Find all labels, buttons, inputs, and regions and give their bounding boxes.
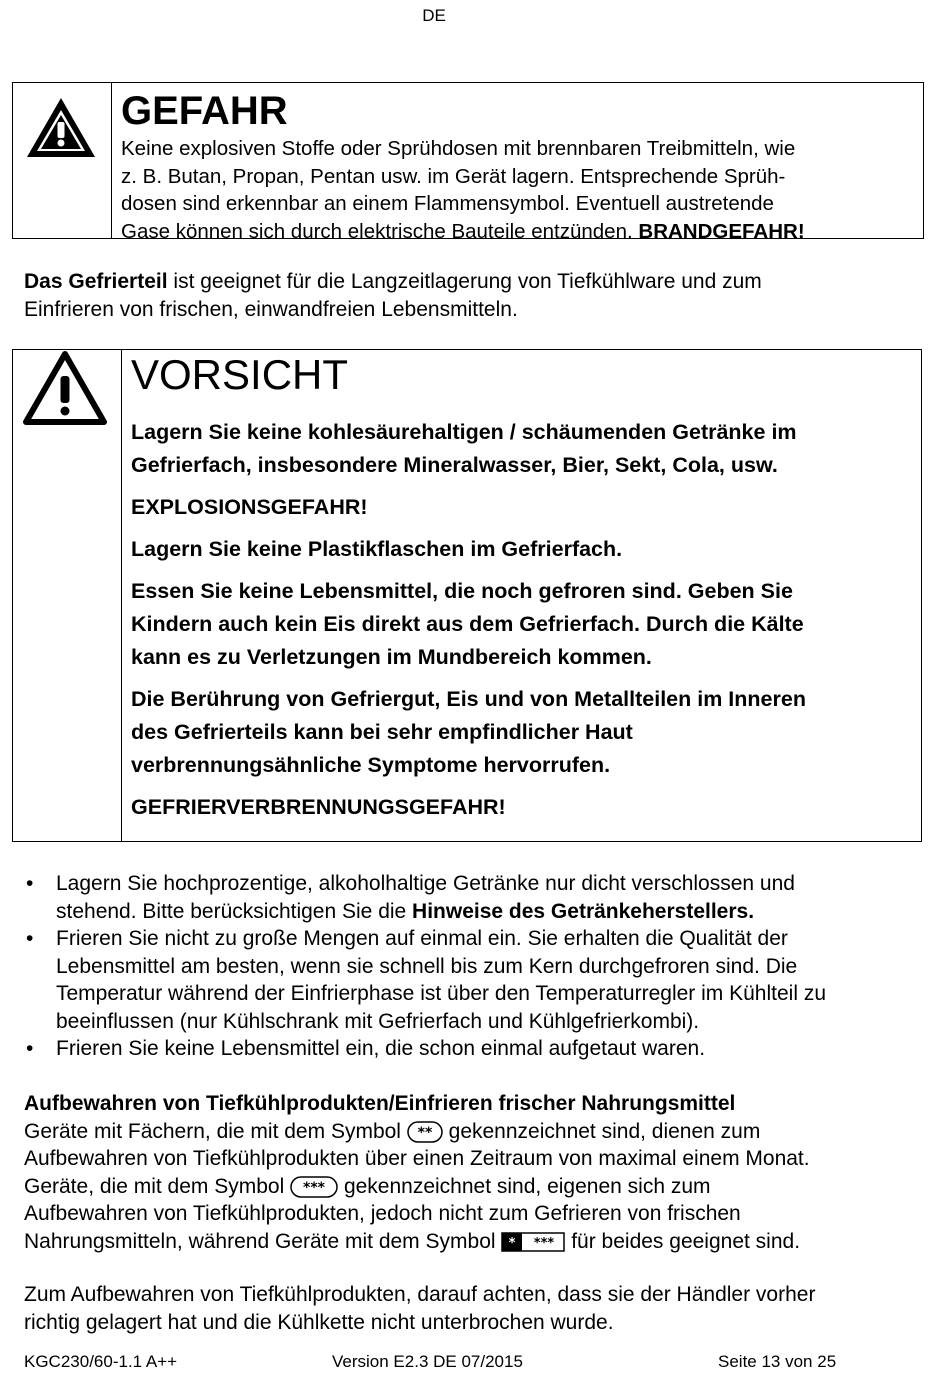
storage-text: gekennzeichnet sind, dienen zum (442, 1119, 761, 1143)
caution-content (131, 350, 909, 824)
closing-line: Zum Aufbewahren von Tiefkühlprodukten, darauf achten, dass sie der Händler vorher (24, 1283, 816, 1306)
intro-line (24, 268, 904, 296)
caution-line: Lagern Sie keine kohlesäurehaltigen / schäumenden Getränke im (131, 420, 797, 444)
danger-line: dosen sind erkennbar an einem Flammensymbol. Eventuell austretende (121, 192, 774, 215)
danger-line: z. B. Butan, Propan, Pentan usw. im Gerät lagern. Entsprechende Sprüh- (121, 164, 786, 188)
box-divider (121, 350, 122, 841)
footer-version: Version E2.3 DE 07/2015 (332, 1352, 523, 1371)
danger-content (121, 87, 913, 245)
intro-text: ist geeignet für die Langzeitlagerung von Tiefkühlware und zum (167, 270, 762, 293)
caution-line: Die Berührung von Gefriergut, Eis und von Metallteilen im Inneren (131, 687, 806, 711)
warning-triangle-icon (25, 95, 97, 159)
list-item (0, 1035, 930, 1063)
caution-line: kann es zu Verletzungen im Mundbereich kommen. (131, 645, 652, 669)
caution-line: Gefrierfach, insbesondere Mineralwasser, Bier, Sekt, Cola, usw. (131, 453, 778, 477)
fire-hazard-label: BRANDGEFAHR! (638, 219, 805, 243)
list-item-line: Temperatur während der Einfrierphase ist über den Temperaturregler im Kühlteil zu (56, 982, 826, 1005)
caution-line: des Gefrierteils kann bei sehr empfindlicher Haut (131, 720, 633, 744)
three-star-freezer-icon (290, 1176, 338, 1198)
svg-text:**: ** (417, 1124, 433, 1141)
list-item-line: stehend. Bitte berücksichtigen Sie die (56, 899, 413, 923)
box-divider (111, 83, 112, 238)
footer-model: KGC230/60-1.1 A++ (24, 1352, 178, 1371)
four-star-freezer-icon (501, 1232, 565, 1252)
explosion-hazard-label: EXPLOSIONSGEFAHR! (131, 495, 368, 519)
caution-box (12, 349, 922, 842)
caution-line: verbrennungsähnliche Symptome hervorrufen. (131, 753, 611, 777)
bullet-icon: • (26, 1037, 34, 1060)
storage-text: für beides geeignet sind. (565, 1229, 801, 1253)
svg-text:***: *** (534, 1235, 555, 1251)
storage-line: Aufbewahren von Tiefkühlprodukten über einen Zeitraum von maximal einem Monat. (24, 1147, 810, 1170)
intro-bold: Das Gefrierteil (24, 270, 168, 293)
list-item (0, 925, 930, 1035)
advice-list (0, 870, 930, 1063)
list-item-line: Frieren Sie nicht zu große Mengen auf einmal ein. Sie erhalten die Qualität der (56, 927, 788, 950)
list-item-bold: Hinweise des Getränkeherstellers. (412, 899, 755, 923)
list-item (0, 870, 930, 925)
danger-box (12, 82, 924, 243)
footer-page-number: Seite 13 von 25 (718, 1352, 837, 1371)
storage-line: Aufbewahren von Tiefkühlprodukten, jedoch nicht zum Gefrieren von frischen (24, 1202, 741, 1225)
storage-section (24, 1090, 924, 1255)
language-label: DE (422, 6, 446, 25)
danger-line (121, 218, 913, 246)
list-item-line: Frieren Sie keine Lebensmittel ein, die schon einmal aufgetaut waren. (56, 1037, 706, 1060)
storage-line (24, 1228, 924, 1256)
danger-heading: GEFAHR (121, 89, 288, 133)
warning-triangle-icon (23, 350, 107, 426)
closing-paragraph (24, 1281, 924, 1336)
danger-line: Keine explosiven Stoffe oder Sprühdosen mit brennbaren Treibmitteln, wie (121, 137, 796, 160)
caution-heading: VORSICHT (131, 351, 349, 398)
caution-line: Kindern auch kein Eis direkt aus dem Gefrierfach. Durch die Kälte (131, 612, 804, 636)
caution-paragraph (131, 416, 909, 482)
caution-paragraph: Lagern Sie keine Plastikflaschen im Gefrierfach. (131, 537, 623, 561)
svg-text:***: *** (303, 1179, 326, 1196)
caution-paragraph (131, 683, 909, 782)
two-star-freezer-icon (407, 1121, 443, 1143)
storage-text: Nahrungsmitteln, während Geräte mit dem Symbol (24, 1229, 502, 1253)
storage-line (24, 1173, 924, 1201)
closing-line: richtig gelagert hat und die Kühlkette nicht unterbrochen wurde. (24, 1310, 614, 1334)
storage-text: gekennzeichnet sind, eigenen sich zum (338, 1174, 711, 1198)
bullet-icon: • (26, 927, 34, 950)
caution-paragraph (131, 575, 909, 674)
frostbite-hazard-label: GEFRIERVERBRENNUNGSGEFAHR! (131, 795, 506, 819)
svg-text:*: * (508, 1235, 516, 1251)
freezer-intro-paragraph (24, 268, 904, 323)
caution-line: Essen Sie keine Lebensmittel, die noch gefroren sind. Geben Sie (131, 579, 793, 603)
storage-text: Geräte mit Fächern, die mit dem Symbol (24, 1119, 407, 1143)
danger-text (121, 135, 913, 245)
intro-line: Einfrieren von frischen, einwandfreien Lebensmitteln. (24, 297, 518, 321)
section-title: Aufbewahren von Tiefkühlprodukten/Einfrieren frischer Nahrungsmittel (24, 1092, 736, 1115)
storage-text: Geräte, die mit dem Symbol (24, 1174, 291, 1198)
storage-line (24, 1118, 924, 1146)
list-item-line: beeinflussen (nur Kühlschrank mit Gefrierfach und Kühlgefrierkombi). (56, 1009, 700, 1033)
list-item-line: Lagern Sie hochprozentige, alkoholhaltige Getränke nur dicht verschlossen und (56, 872, 795, 895)
danger-line-text: Gase können sich durch elektrische Bauteile entzünden. (121, 219, 633, 243)
list-item-line: Lebensmittel am besten, wenn sie schnell bis zum Kern durchgefroren sind. Die (56, 954, 798, 978)
bullet-icon: • (26, 872, 34, 895)
